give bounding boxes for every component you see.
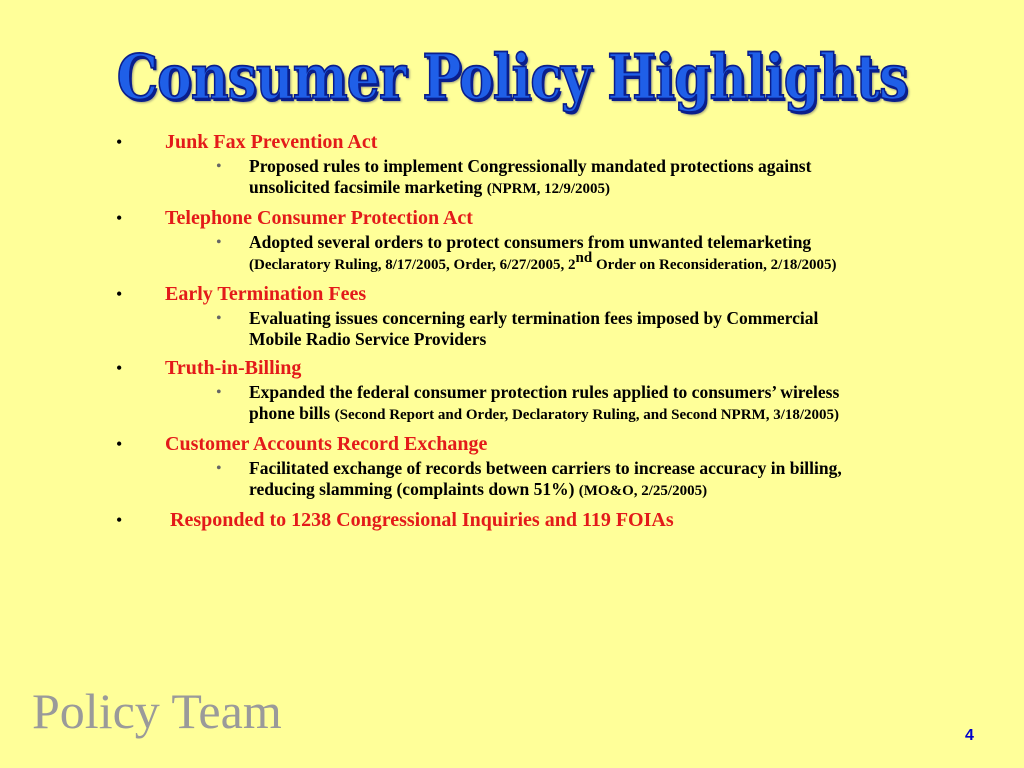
bullet-heading: Early Termination Fees	[165, 283, 367, 305]
bullet-icon: •	[116, 434, 123, 454]
sub-bullet-early-termination	[0, 308, 874, 350]
sub-bullet-text: Expanded the federal consumer protection rules applied to consumers’ wireless phone bills	[249, 382, 840, 423]
bullet-inquiries	[0, 508, 1024, 532]
bullet-icon: •	[116, 208, 123, 228]
bullet-icon: •	[116, 132, 123, 152]
bullet-list	[0, 130, 1024, 534]
sub-bullet-note-sup: nd	[575, 250, 593, 267]
bullet-heading: Truth-in-Billing	[165, 357, 302, 379]
bullet-icon: •	[116, 284, 123, 304]
sub-bullet-junk-fax	[0, 156, 874, 200]
sub-bullet-truth-in-billing	[0, 382, 874, 426]
sub-bullet-tcpa	[0, 232, 874, 276]
bullet-tcpa	[0, 206, 1024, 230]
sub-bullet-text: Proposed rules to implement Congressionally mandated protections against unsolicited facsimile marketing	[249, 156, 812, 197]
sub-bullet-icon: •	[216, 234, 222, 251]
bullet-heading: Customer Accounts Record Exchange	[165, 433, 488, 455]
sub-bullet-note: (MO&O, 2/25/2005)	[578, 483, 708, 499]
bullet-care	[0, 432, 1024, 456]
sub-bullet-note: (Second Report and Order, Declaratory Ruling, and Second NPRM, 3/18/2005)	[334, 407, 840, 423]
sub-bullet-note-cont: Order on Reconsideration, 2/18/2005)	[592, 257, 837, 273]
bullet-heading: Responded to 1238 Congressional Inquiries and 119 FOIAs	[165, 509, 674, 531]
bullet-heading: Telephone Consumer Protection Act	[165, 207, 473, 229]
footer-team-name: Policy Team	[32, 683, 282, 739]
bullet-truth-in-billing	[0, 356, 1024, 380]
bullet-early-termination	[0, 282, 1024, 306]
bullet-icon: •	[116, 358, 123, 378]
bullet-icon: •	[116, 510, 123, 530]
sub-bullet-text: Facilitated exchange of records between carriers to increase accuracy in billing, reducing slamming (complaints down 51%)	[249, 458, 842, 499]
sub-bullet-text: Adopted several orders to protect consumers from unwanted telemarketing	[249, 232, 812, 252]
sub-bullet-note: (Declaratory Ruling, 8/17/2005, Order, 6/27/2005, 2	[249, 257, 576, 273]
bullet-heading: Junk Fax Prevention Act	[165, 131, 378, 153]
sub-bullet-icon: •	[216, 310, 222, 327]
bullet-junk-fax	[0, 130, 1024, 154]
sub-bullet-icon: •	[216, 460, 222, 477]
page-number: 4	[965, 727, 974, 744]
sub-bullet-care	[0, 458, 874, 502]
slide-title: Consumer Policy Highlights	[116, 42, 908, 114]
sub-bullet-icon: •	[216, 384, 222, 401]
sub-bullet-icon: •	[216, 158, 222, 175]
sub-bullet-text: Evaluating issues concerning early termination fees imposed by Commercial Mobile Radio Service Providers	[249, 308, 819, 349]
sub-bullet-note: (NPRM, 12/9/2005)	[486, 181, 610, 197]
